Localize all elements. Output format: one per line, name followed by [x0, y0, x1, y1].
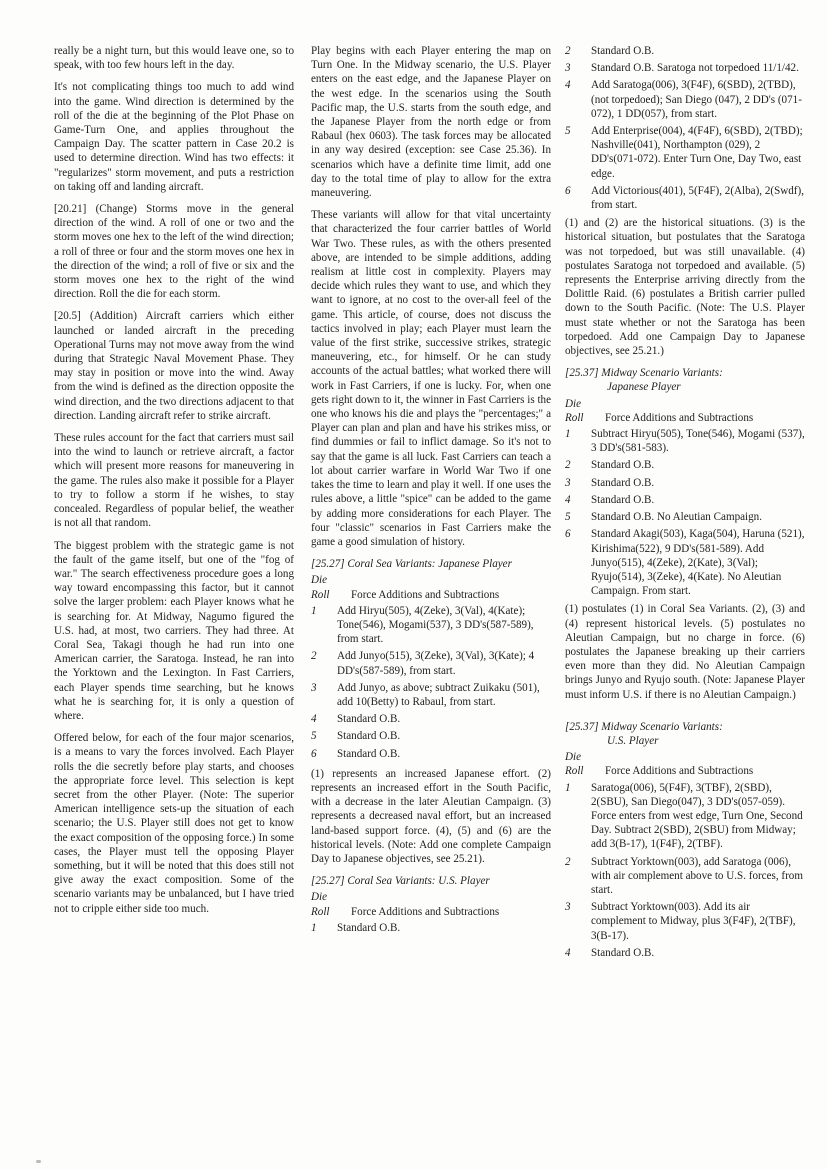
table-row: [565, 61, 805, 75]
table-row: [565, 900, 805, 943]
midway-us-heading: [565, 720, 805, 748]
roll-number: 3: [311, 681, 317, 694]
paragraph-uncertainty: These variants will allow for that vital uncertainty that characterized the four carrier battles of World War Two. These rules, as with the others presented above, are intended to be simple additions, adding realism at little cost in complexity. Players may decide which rules they want to use, and which they want to ignore, at no cost to the over-all feel of the game. This article, of course, does not discuss the tactics involved in play; each Player must learn the value of the first strike, successive strikes, strategic maneuvering, etc., for himself. Or he can study accounts of the actual battles; what worked there will work in Fast Carriers, if one is lucky. For, when one gets right down to it, the winner in Fast Carriers is the one who knows his die and plays the "percentages;" a Player can plan and plan and have his strikes miss, or find dummies or fail to inflict damage. So it's not to say that the game is all luck. Fast Carriers can teach a lot about carrier warfare in World War Two if one takes the time to learn and play it well. If one uses the rules above, a little "spice" can be added to the game by adding more considerations for each Player. The four "classic" scenarios in Fast Carriers make the game a good simulation of history.: [311, 209, 551, 548]
force-change: Standard O.B.: [591, 459, 655, 472]
table-row: [311, 921, 551, 935]
roll-number: 4: [565, 946, 571, 959]
heading-main: [25.37] Midway Scenario Variants:: [565, 367, 723, 380]
scan-smudge: [36, 1160, 41, 1163]
table-row: [565, 124, 805, 181]
roll-number: 1: [311, 604, 317, 617]
roll-number: 1: [311, 921, 317, 934]
coral-sea-us-heading: [25.27] Coral Sea Variants: U.S. Player: [311, 875, 490, 888]
table-row: [565, 855, 805, 898]
roll-number: 2: [311, 650, 317, 663]
midway-japanese-heading: [565, 366, 805, 394]
roll-number: 1: [565, 781, 571, 794]
paragraph-wind: It's not complicating things too much to add wind into the game. Wind direction is determined by the roll of the die at the beginning of the Plot Phase on Game-Turn One, and applies throughout the Campaign Day. The scatter pattern in Case 20.2 is used to determine direction. Wind has two effects: it "regularizes" storm movement, and puts a restriction on taking off and landing aircraft.: [54, 81, 294, 193]
heading-sub: U.S. Player: [607, 734, 659, 747]
roll-number: 1: [565, 428, 571, 441]
paragraph-variants-intro: Offered below, for each of the four major scenarios, is a means to vary the forces involved. Each Player rolls the die secretly before play starts, and chooses the appropriate force level. This selection is kept secret from the other Player. (Note: The superior American intelligence sets-up the situation of each scenario; the U.S. Player still does not get to know the exact composition of the opposing force.) In some cases, the Player must tell the opposing Player something, but it will be noted that this does still not give away the exact composition. Some of the scenario variants may be unbalanced, but I have tried not to cripple either side too much.: [54, 732, 294, 915]
roll-number: 5: [565, 125, 571, 138]
roll-number: 5: [311, 730, 317, 743]
table-row: [565, 946, 805, 960]
force-change: Standard O.B.: [591, 476, 655, 489]
column-2: [311, 44, 551, 938]
force-change: Subtract Yorktown(003). Add its air complement to Midway, plus 3(F4F), 2(TBF), 3(B-17).: [591, 901, 796, 942]
roll-label: Roll: [311, 588, 330, 601]
table-row: [565, 493, 805, 507]
table-row: [565, 78, 805, 121]
roll-number: 3: [565, 901, 571, 914]
force-change: Standard O.B. Saratoga not torpedoed 11/1/42.: [591, 62, 799, 75]
roll-number: 4: [565, 79, 571, 92]
force-change: Add Saratoga(006), 3(F4F), 6(SBD), 2(TBD), (not torpedoed); San Diego (047), 2 DD's (071-072), 1 DD(057), from start.: [591, 79, 802, 120]
roll-number: 2: [565, 45, 571, 57]
table-row: [565, 458, 805, 472]
column-3: [565, 44, 805, 963]
roll-label: Roll: [565, 411, 584, 424]
table-row: [565, 44, 805, 58]
roll-number: 5: [565, 511, 571, 524]
force-change: Standard O.B.: [337, 747, 401, 760]
force-change: Standard O.B.: [337, 713, 401, 726]
table-row: [311, 681, 551, 709]
force-change: Standard O.B.: [337, 730, 401, 743]
force-change: Add Hiryu(505), 4(Zeke), 3(Val), 4(Kate); Tone(546), Mogami(537), 3 DD's(587-589), from start.: [337, 604, 534, 646]
heading-sub: Japanese Player: [607, 381, 681, 394]
force-change: Standard O.B. No Aleutian Campaign.: [591, 511, 763, 524]
table-row: [565, 427, 805, 455]
coral-sea-us-note: (1) and (2) are the historical situations. (3) is the historical situation, but postulates that the Saratoga was not torpedoed, but was still unavailable. (4) postulates Saratoga not torpedoed and available. (5) represents the Enterprise arriving directly from the Dolittle Raid. (6) postulates a British carrier pulled down to the South Pacific. (Note: The U.S. Player must state whether or not the Saratoga has been torpedoed. Add one Campaign Day to Japanese objectives, see 25.21.): [565, 217, 805, 358]
roll-number: 2: [565, 855, 571, 868]
die-label: Die: [565, 751, 582, 764]
roll-label: Roll: [311, 905, 330, 918]
paragraph-rule-20-21: [20.21] (Change) Storms move in the general direction of the wind. A roll of one or two and the storm moves one hex to the left of the wind direction; a roll of three or four and the storm moves one hex in the direction of the wind; a roll of five or six and the storm moves one hex to the right of the wind direction. Roll the die for each storm.: [54, 203, 294, 301]
force-change: Add Victorious(401), 5(F4F), 2(Alba), 2(Swdf), from start.: [591, 184, 804, 212]
table-header: [311, 573, 551, 601]
table-row: [311, 649, 551, 677]
force-change: Subtract Hiryu(505), Tone(546), Mogami (537), 3 DD's(581-583).: [591, 428, 805, 455]
table-header: [565, 397, 805, 425]
roll-number: 2: [565, 459, 571, 472]
table-header: [565, 750, 805, 778]
force-column-header: Force Additions and Subtractions: [605, 765, 754, 778]
paragraph-night-turn: really be a night turn, but this would leave one, so to speak, with too few hours left in the day.: [54, 45, 294, 72]
table-row: [311, 729, 551, 743]
die-label: Die: [565, 397, 582, 410]
roll-label: Roll: [565, 765, 584, 778]
table-row: [565, 510, 805, 524]
force-change: Standard Akagi(503), Kaga(504), Haruna (521), Kirishima(522), 9 DD's(581-589). Add Junyo(515), 4(Zeke), 2(Kate), 3(Val); Ryujo(514), 3(Zeke), 4(Kate). No Aleutian Campaign. From start.: [591, 528, 805, 598]
table-row: [311, 604, 551, 647]
midway-japanese-note: (1) postulates (1) in Coral Sea Variants. (2), (3) and (4) represent historical levels. (5) postulates no Aleutian Campaign, but no charge in force. (6) postulates the Japanese breaking up their carriers even more than they did. No Aleutian Campaign brings Junyo and Ryujo south. (Note: Japanese Player must inform U.S. if there is no Aleutian Campaign.): [565, 603, 805, 701]
paragraph-fog-of-war: The biggest problem with the strategic game is not the fault of the game itself, but one of the "fog of war." The search effectiveness procedure goes a long way toward encompassing this factor, but it cannot solve the larger problem: each Player knows what he is searching for. At Midway, Nagumo figured the U.S. had, at most, two carriers. They had three. At Coral Sea, Takagi though he had run into one American carrier, the Saratoga. Instead, he ran into the Yorktown and the Lexington. In Fast Carriers, each Player spends time searching, but he knows what he is searching for, it is only a question of where.: [54, 539, 294, 722]
force-change: Standard O.B.: [591, 45, 655, 57]
die-label: Die: [311, 574, 328, 587]
force-change: Standard O.B.: [337, 921, 401, 934]
force-change: Saratoga(006), 5(F4F), 3(TBF), 2(SBD), 2(SBU), San Diego(047), 3 DD's(057-059). Force enters from west edge, Turn One, Second Day. Subtract 2(SBD), 2(SBU) from Midway; add 3(B-17), 1(F4F), 2(TBF).: [591, 781, 803, 851]
roll-number: 3: [565, 476, 571, 489]
force-change: Add Junyo(515), 3(Zeke), 3(Val), 3(Kate); 4 DD's(587-589), from start.: [337, 650, 535, 677]
force-change: Standard O.B.: [591, 946, 655, 959]
table-row: [565, 527, 805, 598]
force-change: Add Enterprise(004), 4(F4F), 6(SBD), 2(TBD); Nashville(041), Northampton (029), 2 DD's(071-072). Enter Turn One, Day Two, east edge.: [591, 125, 803, 180]
roll-number: 6: [565, 528, 571, 541]
roll-number: 3: [565, 62, 571, 75]
table-row: [565, 184, 805, 212]
roll-number: 4: [311, 713, 317, 726]
coral-sea-japanese-heading: [25.27] Coral Sea Variants: Japanese Player: [311, 558, 512, 571]
force-column-header: Force Additions and Subtractions: [351, 905, 500, 918]
paragraph-play-begins: Play begins with each Player entering the map on Turn One. In the Midway scenario, the U.S. Player enters on the east edge, and the Japanese Player on the west edge. In the scenarios using the South Pacific map, the U.S. starts from the south edge, and the Japanese Player from the north edge or from Rabaul (hex 0603). The task forces may be allocated in any way desired (exception: see Case 25.36). In scenarios which have a definite time limit, add one day to the total time of play to allow for the extra maneuvering.: [311, 45, 551, 200]
table-row: [311, 712, 551, 726]
force-column-header: Force Additions and Subtractions: [351, 588, 500, 601]
force-column-header: Force Additions and Subtractions: [605, 411, 754, 424]
force-change: Standard O.B.: [591, 493, 655, 506]
paragraph-rules-account: These rules account for the fact that carriers must sail into the wind to launch or retrieve aircraft, a factor which will present more reasons for maneuvering in the game. The rules also make it possible for a Player to try to follow a storm if he wishes, to stay concealed. Regardless of popular belief, the weather is not all that random.: [54, 432, 294, 530]
force-change: Subtract Yorktown(003), add Saratoga (006), with air complement above to U.S. forces, from start.: [591, 855, 803, 896]
roll-number: 4: [565, 493, 571, 506]
roll-number: 6: [311, 747, 317, 760]
heading-main: [25.37] Midway Scenario Variants:: [565, 720, 723, 733]
force-change: Add Junyo, as above; subtract Zuikaku (501), add 10(Betty) to Rabaul, from start.: [337, 681, 540, 708]
die-label: Die: [311, 891, 328, 904]
paragraph-rule-20-5: [20.5] (Addition) Aircraft carriers which either launched or landed aircraft in the preceding Operational Turns may not move away from the wind during that Strategic Naval Movement Phase. They may stay in position or move into the wind. Away from the wind is defined as the direction opposite the wind direction, and the two directions adjacent to that direction. Landing aircraft refer to strike aircraft.: [54, 310, 294, 422]
table-row: [565, 476, 805, 490]
column-1: [54, 44, 294, 924]
coral-sea-japanese-note: (1) represents an increased Japanese effort. (2) represents an increased effort in the South Pacific, with a decrease in the later Aleutian Campaign. (3) represents a decreased naval effort, but an increased land-based support force. (4), (5) and (6) are the historical levels. (Note: Add one complete Campaign Day to Japanese objectives, see 25.21).: [311, 767, 551, 865]
table-row: [311, 747, 551, 761]
table-row: [565, 781, 805, 852]
roll-number: 6: [565, 184, 571, 197]
table-header: [311, 890, 551, 918]
